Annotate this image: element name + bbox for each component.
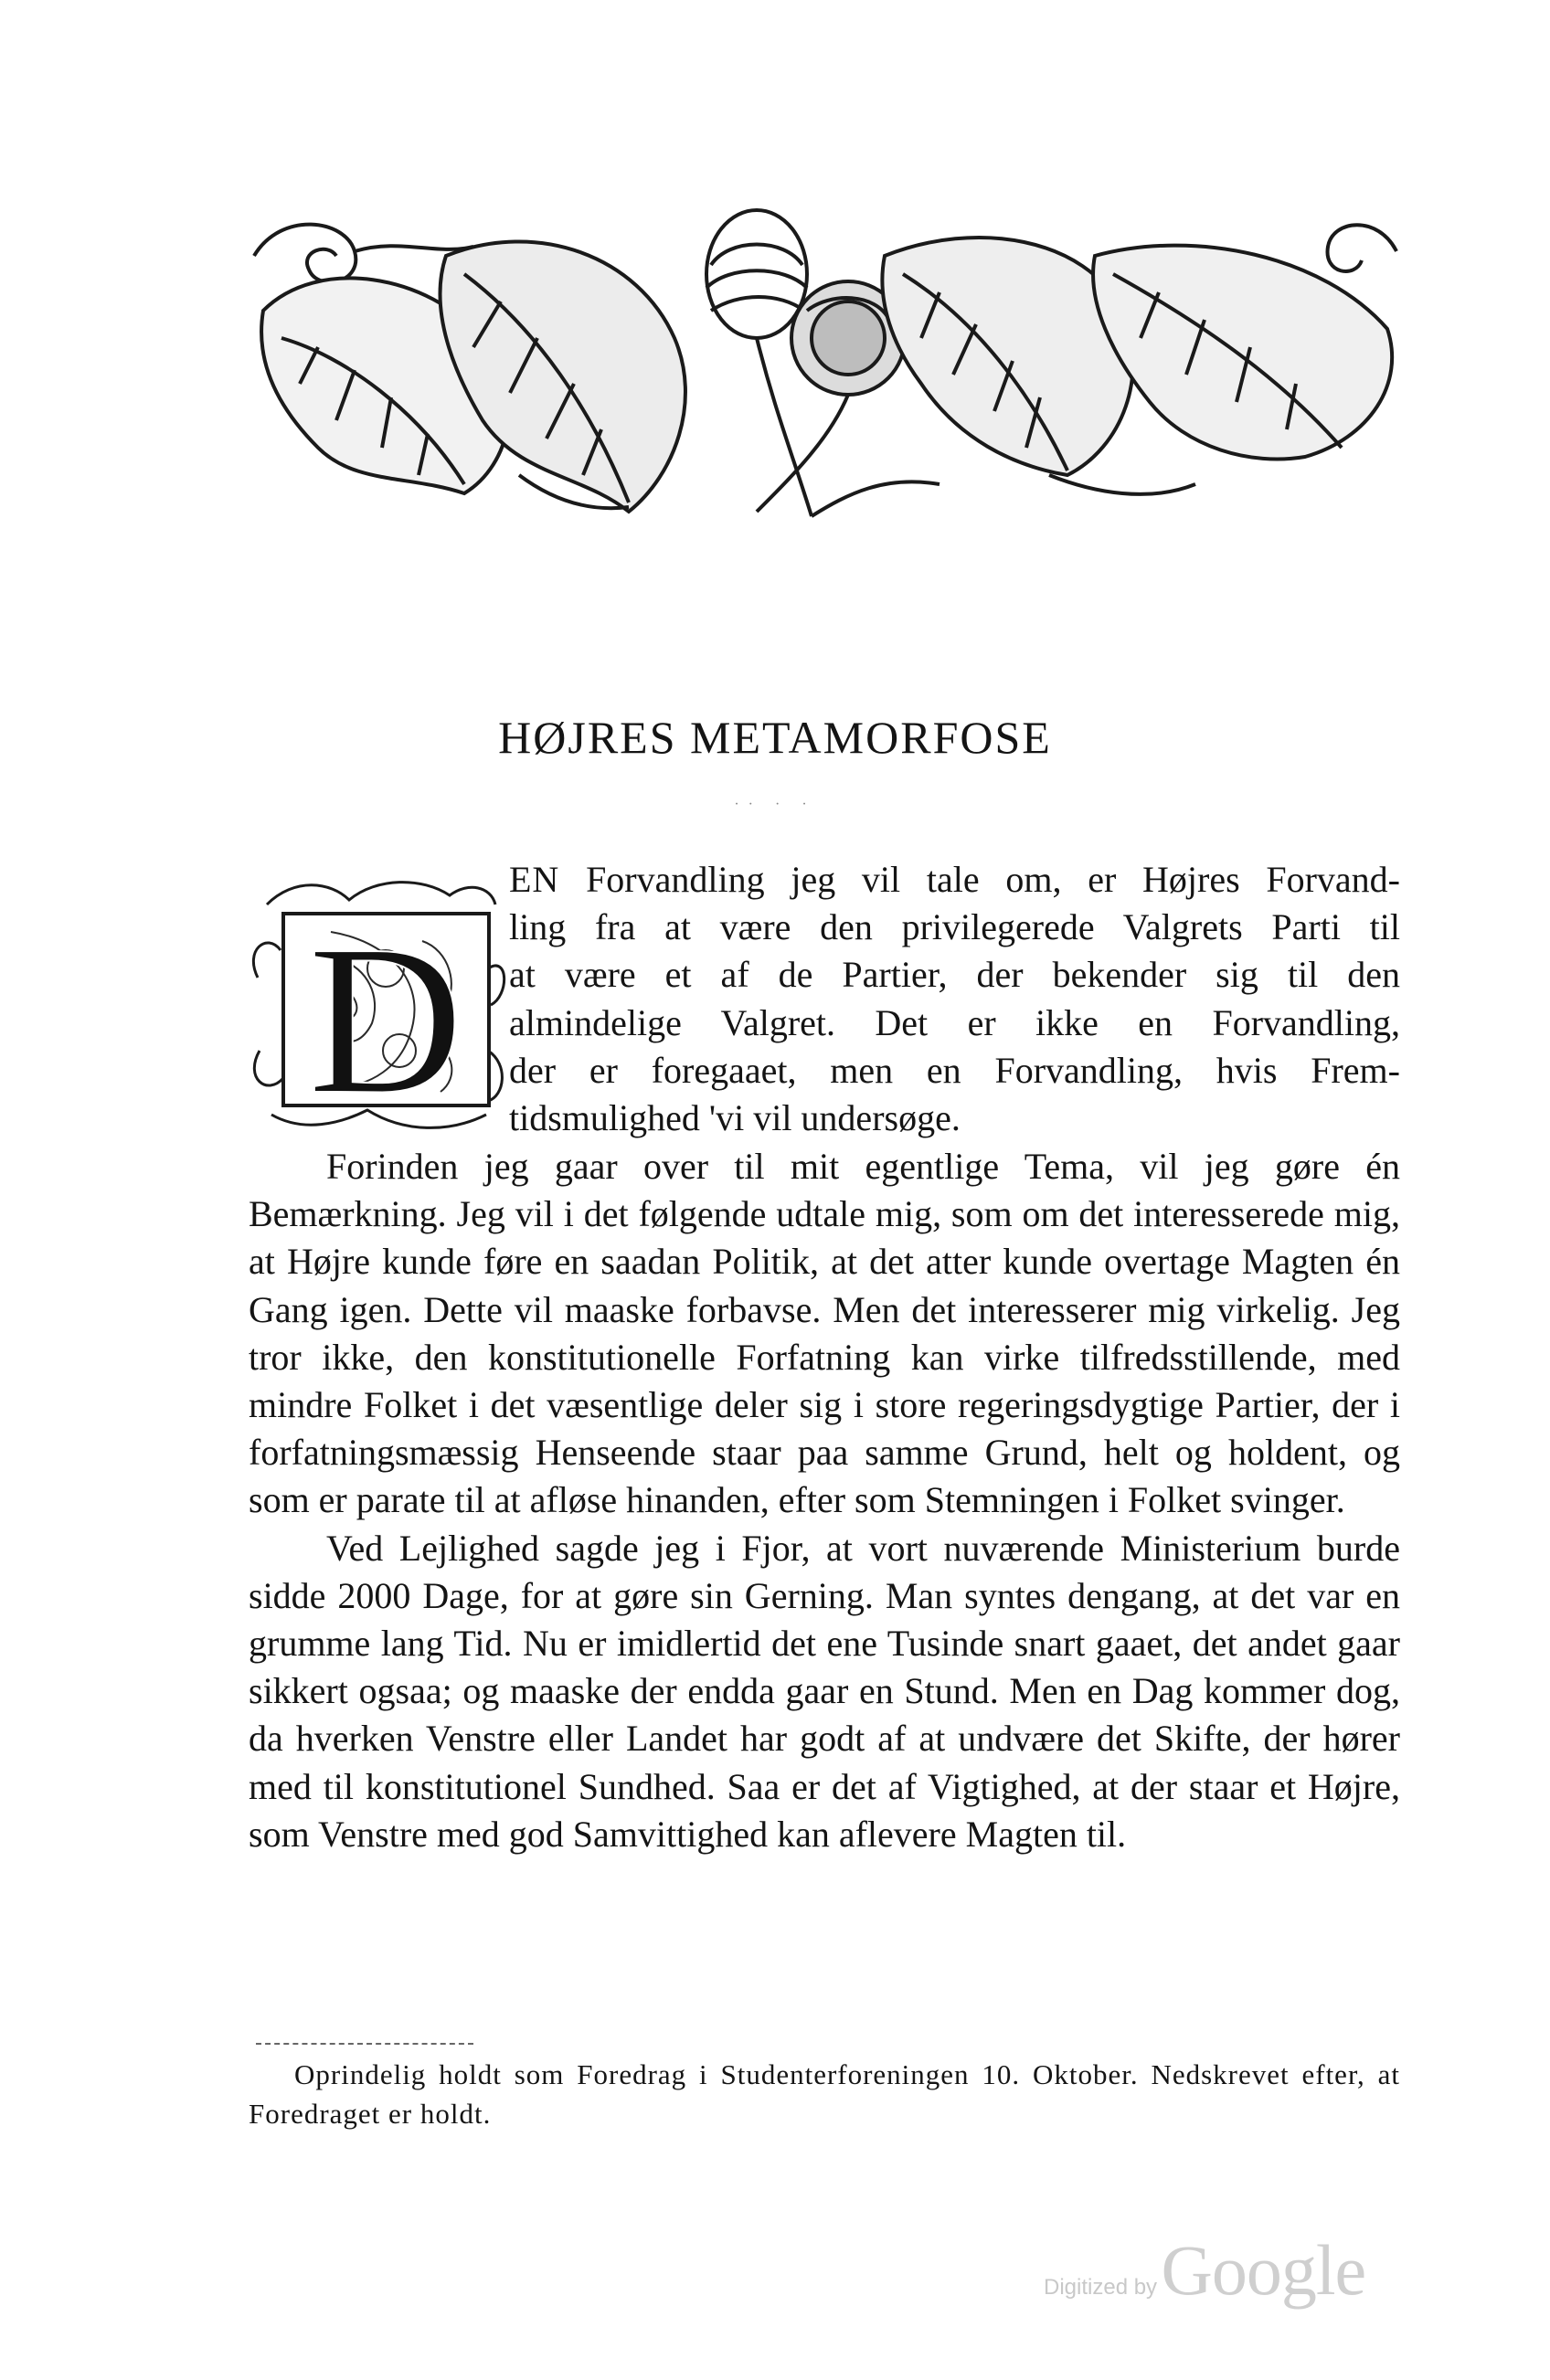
opening-line-text: Forvandling jeg vil tale om, er Højres Forvand- [586, 859, 1401, 900]
opening-line: almindelige Valgret. Det er ikke en Forvandling, [509, 1001, 1400, 1043]
body-paragraphs [249, 1143, 1400, 1858]
google-logo: Google [1161, 2230, 1366, 2310]
opening-line: at være et af de Partier, der bekender sig til den [509, 954, 1400, 996]
footnote [249, 2055, 1400, 2133]
digitized-watermark [1044, 2229, 1365, 2311]
opening-line: der er foregaaet, men en Forvandling, hvis Frem- [509, 1049, 1400, 1091]
drop-cap-letter: D [308, 901, 463, 1133]
watermark-prefix: Digitized by [1044, 2275, 1158, 2300]
footnote-divider [256, 2043, 473, 2045]
paragraph: Forinden jeg gaar over til mit egentlige Tema, vil jeg gøre én Bemærkning. Jeg vil i det følgende udtale mig, som om det interesserede mig, at Højre kunde føre en saadan Politik, at det atter kunde overtage Magten én Gang igen. Dette vil maaske forbavse. Men det interesserer mig virkelig. Jeg tror ikke, den konstitutionelle Forfatning kan virke tilfredsstillende, med mindre Folket i det væsentlige deler sig i store regeringsdygtige Partier, der i forfatningsmæssig Henseende staar paa samme Grund, helt og holdent, og som er parate til at afløse hinanden, efter som Stemningen i Folket svinger. [249, 1146, 1400, 1521]
paragraph: Ved Lejlighed sagde jeg i Fjor, at vort nuværende Ministerium burde sidde 2000 Dage, for at gøre sin Gerning. Man syntes dengang, at det var en grumme lang Tid. Nu er imidlertid det ene Tusinde snart gaaet, det andet gaar sikkert ogsaa; og maaske der endda gaar en Stund. Men en Dag kommer dog, da hverken Venstre eller Landet har godt af at undvære det Skifte, der hører med til konstitutionel Sundhed. Saa er det af Vigtighed, at der staar et Højre, som Venstre med god Samvittighed kan aflevere Magten til. [249, 1527, 1400, 1855]
opening-line [509, 856, 1400, 904]
opening-paragraph [249, 856, 1400, 1142]
title-ornament: ·· · · [734, 797, 816, 812]
opening-line: tidsmulighed 'vi vil undersøge. [509, 1097, 961, 1139]
footnote-text: Oprindelig holdt som Foredrag i Studenterforeningen 10. Oktober. Nedskrevet efter, at Foredraget er holdt. [249, 2058, 1400, 2130]
page-title: HØJRES METAMORFOSE [498, 712, 1052, 763]
opening-line: ling fra at være den privilegerede Valgrets Parti til [509, 906, 1400, 948]
oak-leaf-ornament [245, 201, 1406, 521]
lead-smallcaps: EN [509, 859, 560, 900]
